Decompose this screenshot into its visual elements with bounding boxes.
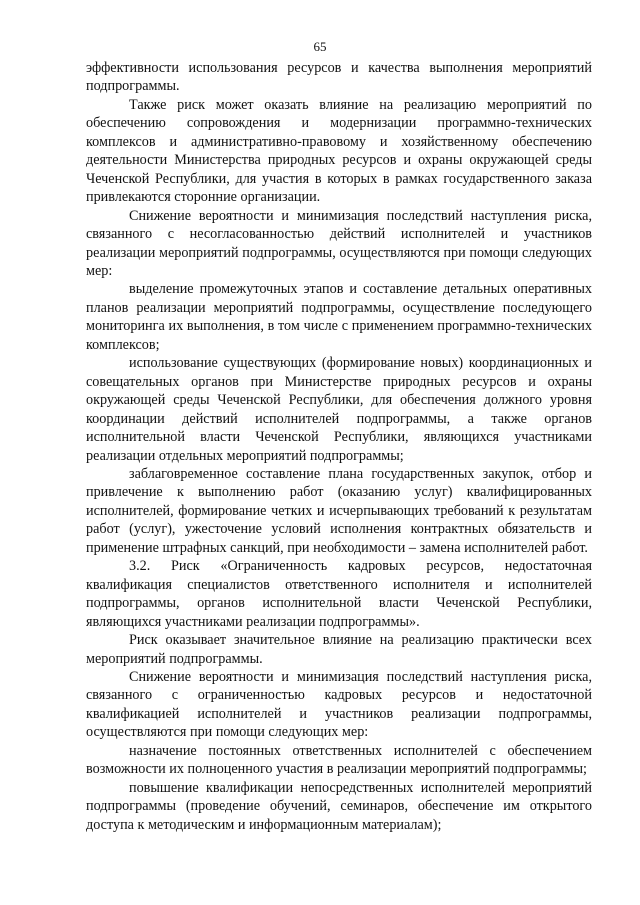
list-item-qualification-upgrade: повышение квалификации непосредственных исполнителей мероприятий подпрограммы (проведение обучений, семинаров, обеспечение им открытого доступа к методическим и информационным материалам); <box>86 779 592 833</box>
list-item-coordination-bodies: использование существующих (формирование новых) координационных и совещательных органов при Министерстве природных ресурсов и охраны окружающей среды Чеченской Республики, для обеспечения должного уровня координации действий исполнителей подпрограммы, а также органов исполнительной власти Чеченской Республики, являющихся участниками реализации отдельных мероприятий подпрограммы; <box>86 355 592 464</box>
paragraph-risk-impact: Риск оказывает значительное влияние на реализацию практически всех мероприятий подпрограммы. <box>86 632 592 667</box>
list-item-intermediate-stages: выделение промежуточных этапов и составление детальных оперативных планов реализации мероприятий подпрограммы, осуществление последующего мониторинга их выполнения, в том числе с применением программно-технических комплексов; <box>86 281 592 353</box>
paragraph-risk-influence: Также риск может оказать влияние на реализацию мероприятий по обеспечению сопровождения и модернизации программно-технических комплексов и административно-правовому и хозяйственному обеспечению деятельности Министерства природных ресурсов и охраны окружающей среды Чеченской Республики, для участия в которых в рамках государственного заказа привлекаются сторонние организации. <box>86 96 592 206</box>
paragraph-staff-risk-mitigation-intro: Снижение вероятности и минимизация последствий наступления риска, связанного с ограниченностью кадровых ресурсов и недостаточной квалификацией исполнителей и участников реализации подпрограммы, осуществляются при помощи следующих мер: <box>86 668 592 741</box>
paragraph-continuation: эффективности использования ресурсов и качества выполнения мероприятий подпрограммы. <box>86 60 592 95</box>
paragraph-risk-3-2: 3.2. Риск «Ограниченность кадровых ресурсов, недостаточная квалификация специалистов ответственного исполнителя и исполнителей подпрограммы, органов исполнительной власти Чеченской Республики, являющихся участниками реализации подпрограммы». <box>86 558 592 630</box>
document-body <box>86 59 592 834</box>
paragraph-risk-mitigation-intro: Снижение вероятности и минимизация последствий наступления риска, связанного с несогласованностью действий исполнителей и участников реализации мероприятий подпрограммы, осуществляются при помощи следующих мер: <box>86 207 592 279</box>
list-item-procurement-plan: заблаговременное составление плана государственных закупок, отбор и привлечение к выполнению работ (оказанию услуг) квалифицированных исполнителей, формирование четких и исчерпывающих требований к результатам работ (услуг), ужесточение условий исполнения контрактных обязательств и применение штрафных санкций, при необходимости – замена исполнителей работ. <box>86 465 592 556</box>
list-item-permanent-executors: назначение постоянных ответственных исполнителей с обеспечением возможности их полноценного участия в реализации мероприятий подпрограммы; <box>86 742 592 778</box>
page-number: 65 <box>313 39 327 54</box>
